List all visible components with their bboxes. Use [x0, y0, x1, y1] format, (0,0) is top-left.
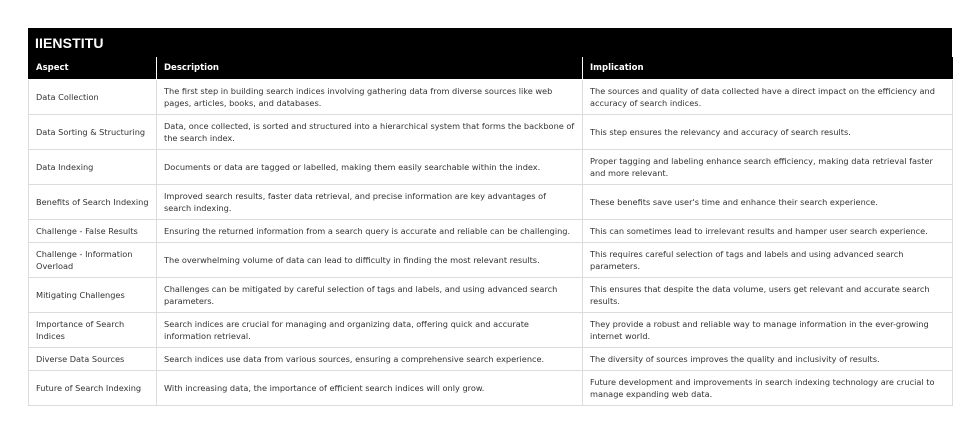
table-row: [29, 80, 953, 115]
table-row: [29, 243, 953, 278]
table-row: [29, 150, 953, 185]
table-row: [29, 115, 953, 150]
cell-aspect: Benefits of Search Indexing: [29, 185, 157, 220]
cell-aspect: Data Indexing: [29, 150, 157, 185]
info-table: [28, 57, 953, 406]
cell-implication: This step ensures the relevancy and accuracy of search results.: [583, 115, 953, 150]
cell-description: Search indices use data from various sources, ensuring a comprehensive search experience.: [157, 348, 583, 371]
cell-description: The overwhelming volume of data can lead to difficulty in finding the most relevant results.: [157, 243, 583, 278]
cell-description: Documents or data are tagged or labelled, making them easily searchable within the index.: [157, 150, 583, 185]
column-header-aspect: Aspect: [29, 57, 157, 80]
table-header-row: [29, 57, 953, 80]
cell-aspect: Data Collection: [29, 80, 157, 115]
cell-implication: This can sometimes lead to irrelevant results and hamper user search experience.: [583, 220, 953, 243]
cell-implication: Future development and improvements in search indexing technology are crucial to manage expanding web data.: [583, 371, 953, 406]
cell-aspect: Future of Search Indexing: [29, 371, 157, 406]
document-table-container: [28, 28, 952, 406]
cell-description: Data, once collected, is sorted and structured into a hierarchical system that forms the backbone of the search index.: [157, 115, 583, 150]
column-header-description: Description: [157, 57, 583, 80]
cell-implication: Proper tagging and labeling enhance search efficiency, making data retrieval faster and more relevant.: [583, 150, 953, 185]
column-header-implication: Implication: [583, 57, 953, 80]
cell-implication: These benefits save user's time and enhance their search experience.: [583, 185, 953, 220]
brand-header: [28, 28, 952, 57]
cell-implication: This ensures that despite the data volume, users get relevant and accurate search results.: [583, 278, 953, 313]
cell-description: With increasing data, the importance of efficient search indices will only grow.: [157, 371, 583, 406]
cell-description: The first step in building search indices involving gathering data from diverse sources like web pages, articles, books, and databases.: [157, 80, 583, 115]
cell-implication: They provide a robust and reliable way to manage information in the ever-growing internet world.: [583, 313, 953, 348]
table-row: [29, 348, 953, 371]
brand-title: IIENSTITU: [35, 34, 104, 51]
cell-description: Improved search results, faster data retrieval, and precise information are key advantages of search indexing.: [157, 185, 583, 220]
cell-implication: This requires careful selection of tags and labels and using advanced search parameters.: [583, 243, 953, 278]
table-row: [29, 185, 953, 220]
table-row: [29, 371, 953, 406]
table-row: [29, 220, 953, 243]
cell-aspect: Data Sorting & Structuring: [29, 115, 157, 150]
cell-description: Ensuring the returned information from a search query is accurate and reliable can be challenging.: [157, 220, 583, 243]
cell-implication: The diversity of sources improves the quality and inclusivity of results.: [583, 348, 953, 371]
table-row: [29, 313, 953, 348]
cell-aspect: Challenge - Information Overload: [29, 243, 157, 278]
cell-aspect: Importance of Search Indices: [29, 313, 157, 348]
cell-aspect: Mitigating Challenges: [29, 278, 157, 313]
cell-description: Search indices are crucial for managing and organizing data, offering quick and accurate information retrieval.: [157, 313, 583, 348]
cell-aspect: Challenge - False Results: [29, 220, 157, 243]
cell-description: Challenges can be mitigated by careful selection of tags and labels, and using advanced search parameters.: [157, 278, 583, 313]
table-row: [29, 278, 953, 313]
cell-implication: The sources and quality of data collected have a direct impact on the efficiency and accuracy of search indices.: [583, 80, 953, 115]
cell-aspect: Diverse Data Sources: [29, 348, 157, 371]
